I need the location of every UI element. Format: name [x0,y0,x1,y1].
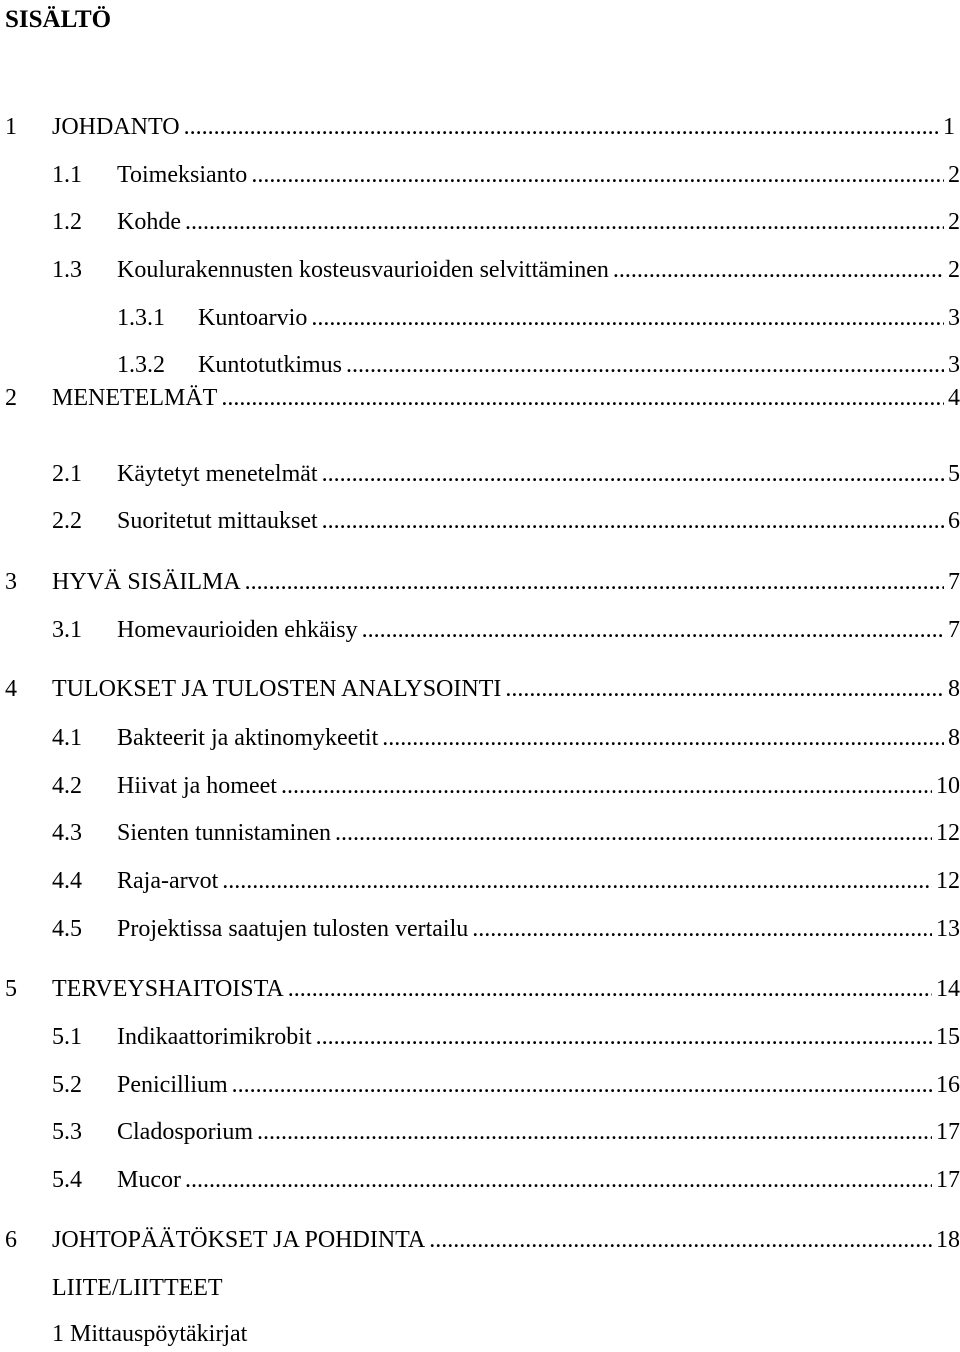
toc-number: 1.3 [52,257,82,283]
toc-entry-5-1[interactable] [52,1021,960,1053]
toc-page-number: 13 [936,916,960,942]
toc-page-number: 7 [948,569,960,595]
toc-leader-dots [185,1164,932,1196]
toc-number: 1.3.2 [117,352,165,378]
toc-leader-dots [429,1224,932,1256]
toc-leader-dots [472,913,932,945]
toc-entry-2-1[interactable] [52,458,960,490]
toc-title: Kuntotutkimus [198,352,343,378]
toc-entry-4-3[interactable] [52,817,960,849]
toc-page-number: 17 [936,1119,960,1145]
toc-page-number: 16 [936,1072,960,1098]
toc-page-number: 18 [936,1227,960,1253]
toc-leader-dots [316,1021,932,1053]
toc-entry-3[interactable] [5,566,960,598]
toc-number: 6 [5,1227,17,1253]
toc-leader-dots [346,349,944,381]
toc-title: Cladosporium [117,1119,253,1145]
toc-leader-dots [222,865,932,897]
toc-page-number: 2 [948,162,960,188]
toc-page-number: 12 [936,868,960,894]
toc-page-number: 17 [936,1167,960,1193]
toc-title: JOHTOPÄÄTÖKSET JA POHDINTA [52,1227,426,1253]
toc-entry-4-5[interactable] [52,913,960,945]
toc-page-number: 14 [936,976,960,1002]
toc-entry-1-2[interactable] [52,206,960,238]
toc-number: 2.1 [52,461,82,487]
toc-title: Mucor [117,1167,181,1193]
toc-entry-5[interactable] [5,973,960,1005]
toc-page-number: 1 [943,114,955,140]
toc-title: Kuntoarvio [198,305,308,331]
toc-leader-dots [322,458,944,490]
toc-page-number: 7 [948,617,960,643]
appendix-item[interactable]: 1 Mittauspöytäkirjat [52,1321,248,1347]
toc-number: 5.1 [52,1024,82,1050]
toc-title: Koulurakennusten kosteusvaurioiden selvittäminen [117,257,609,283]
toc-leader-dots [362,614,944,646]
toc-number: 5.3 [52,1119,82,1145]
toc-title: Sienten tunnistaminen [117,820,331,846]
toc-title: Käytetyt menetelmät [117,461,318,487]
page-title: SISÄLTÖ [5,6,112,33]
toc-number: 1.2 [52,209,82,235]
toc-entry-2[interactable] [5,382,960,414]
toc-leader-dots [311,302,944,334]
toc-page-number: 2 [948,257,960,283]
toc-entry-5-2[interactable] [52,1069,960,1101]
toc-title: HYVÄ SISÄILMA [52,569,241,595]
toc-leader-dots [322,505,944,537]
appendix-heading: LIITE/LIITTEET [52,1275,223,1301]
toc-title: Raja-arvot [117,868,219,894]
toc-title: Kohde [117,209,181,235]
toc-title: MENETELMÄT [52,385,218,411]
toc-title: Suoritetut mittaukset [117,508,318,534]
toc-number: 4.1 [52,725,82,751]
toc-page-number: 5 [948,461,960,487]
toc-number: 4.3 [52,820,82,846]
toc-number: 1.1 [52,162,82,188]
toc-number: 4.5 [52,916,82,942]
toc-leader-dots [288,973,932,1005]
toc-number: 3.1 [52,617,82,643]
toc-leader-dots [221,382,944,414]
toc-entry-1-3-2[interactable] [117,349,960,381]
toc-entry-5-3[interactable] [52,1116,960,1148]
toc-entry-1-3-1[interactable] [117,302,960,334]
toc-leader-dots [185,206,944,238]
toc-leader-dots [251,159,944,191]
toc-page-number: 2 [948,209,960,235]
toc-entry-4-2[interactable] [52,770,960,802]
toc-number: 1 [5,114,17,140]
toc-entry-6[interactable] [5,1224,960,1256]
toc-title: Toimeksianto [117,162,248,188]
toc-number: 2.2 [52,508,82,534]
toc-page-number: 8 [948,725,960,751]
toc-leader-dots [184,111,939,143]
toc-number: 1.3.1 [117,305,165,331]
toc-title: TULOKSET JA TULOSTEN ANALYSOINTI [52,676,502,702]
toc-page-number: 4 [948,385,960,411]
toc-title: Homevaurioiden ehkäisy [117,617,358,643]
toc-page-number: 3 [948,352,960,378]
toc-title: Bakteerit ja aktinomykeetit [117,725,379,751]
toc-number: 5 [5,976,17,1002]
toc-entry-5-4[interactable] [52,1164,960,1196]
toc-entry-4[interactable] [5,673,960,705]
toc-entry-1-1[interactable] [52,159,960,191]
toc-entry-4-1[interactable] [52,722,960,754]
toc-number: 5.4 [52,1167,82,1193]
toc-title: Indikaattorimikrobit [117,1024,312,1050]
toc-number: 4.4 [52,868,82,894]
toc-page-number: 3 [948,305,960,331]
toc-leader-dots [245,566,944,598]
toc-page-number: 8 [948,676,960,702]
toc-leader-dots [232,1069,932,1101]
toc-entry-4-4[interactable] [52,865,960,897]
toc-number: 5.2 [52,1072,82,1098]
toc-title: TERVEYSHAITOISTA [52,976,284,1002]
toc-leader-dots [335,817,932,849]
toc-leader-dots [382,722,944,754]
toc-page-number: 10 [936,773,960,799]
toc-number: 3 [5,569,17,595]
toc-number: 4.2 [52,773,82,799]
toc-title: Penicillium [117,1072,228,1098]
toc-page-number: 12 [936,820,960,846]
toc-entry-1-3[interactable] [52,254,960,286]
toc-page-number: 15 [936,1024,960,1050]
toc-title: Hiivat ja homeet [117,773,277,799]
toc-title: Projektissa saatujen tulosten vertailu [117,916,469,942]
toc-leader-dots [281,770,932,802]
toc-leader-dots [257,1116,932,1148]
toc-entry-1[interactable] [5,111,955,143]
toc-number: 4 [5,676,17,702]
toc-entry-3-1[interactable] [52,614,960,646]
toc-entry-2-2[interactable] [52,505,960,537]
toc-title: JOHDANTO [52,114,180,140]
toc-page-number: 6 [948,508,960,534]
toc-leader-dots [613,254,944,286]
toc-leader-dots [505,673,944,705]
toc-number: 2 [5,385,17,411]
